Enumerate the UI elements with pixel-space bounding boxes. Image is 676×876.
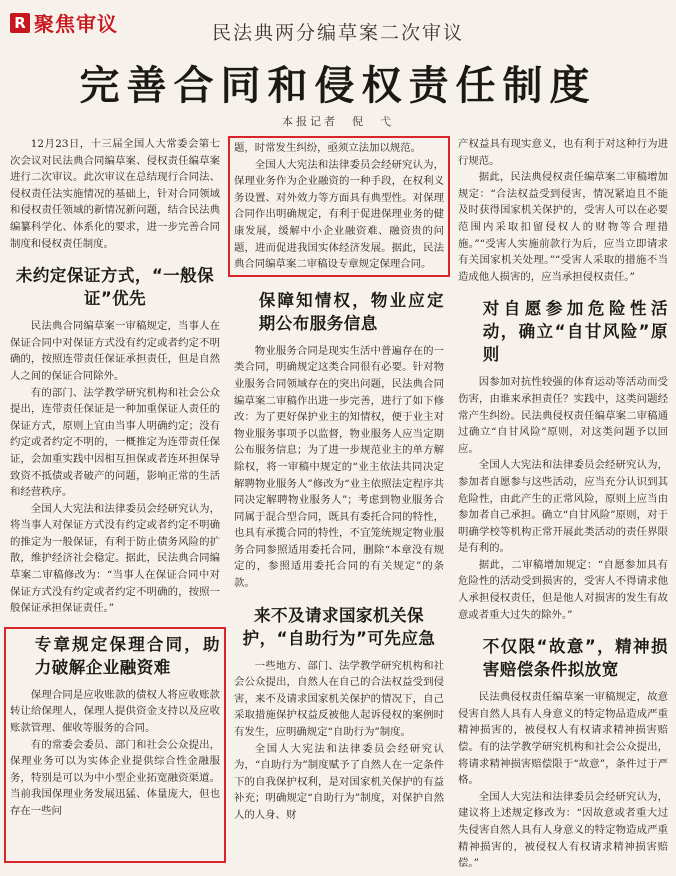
paragraph: 据此，二审稿增加规定：“自愿参加具有危险性的活动受到损害的，受害人不得请求他人承担侵权责任，但是他人对损害的发生有故意或者重大过失的除外。” [458, 558, 668, 621]
paragraph: 全国人大宪法和法律委员会经研究认为，“自助行为”制度赋予了自然人在一定条件下的自我保护权利，是对国家机关保护的有益补充；明确规定“自助行为”制度，对保护自然人的人身、财 [234, 742, 444, 821]
intro-paragraph: 12月23日，十三届全国人大常委会第七次会议对民法典合同编草案、侵权责任编草案进行二次审议。此次审议在总结现行合同法、侵权责任法实施情况的基础上，针对合同领域和侵权责任领域的新情况新问题，结合民法典编纂科学化、体系化的要求，进一步完善合同制度和侵权责任制度。 [10, 138, 220, 250]
paragraph: 物业服务合同是现实生活中普遍存在的一类合同，明确规定这类合同很有必要。针对物业服务合同领域存在的突出问题，民法典合同编草案二审稿作出进一步完善，进行了如下修改：为了更好保护业主的知情权，便于业主对物业服务事项予以监督，物业服务人应当定期公布服务信息；为了进一步规范业主的单方解除权，将一审稿中规定的“业主依法共同决定解聘物业服务人”修改为“业主依照法定程序共同决定解聘物业服务人”；考虑到物业服务合同属于混合型合同，既具有委托合同的特性，也具有承揽合同的特性，不宜笼统规定物业服务合同参照适用委托合同，删除“本章没有规定的，参照适用委托合同的有关规定”的条款。 [234, 344, 444, 590]
paragraph: 一些地方、部门、法学教学研究机构和社会公众提出，自然人在自己的合法权益受到侵害，来不及请求国家机关保护的情况下，自己采取措施保护权益反被他人起诉侵权的案例时有发生，应明确规定“自助行为”制度。 [234, 659, 444, 739]
section-name: 聚焦审议 [34, 12, 118, 36]
paragraph: 有的部门、法学教学研究机构和社会公众提出，连带责任保证是一种加重保证人责任的保证方式，原则上宜由当事人明确约定；没有约定或者约定不明的，一概推定为连带责任保证，会加重实践中因相互担保或者连环担保导致资不抵债或者破产的问题，影响正常的生活和经营秩序。 [10, 386, 220, 499]
paragraph: 全国人大宪法和法律委员会经研究认为，建议将上述规定修改为：“因故意或者重大过失侵害自然人具有人身意义的特定物造成严重精神损害的，被侵权人有权请求精神损害赔偿。” [458, 790, 668, 870]
highlight-box-factoring [4, 627, 226, 863]
paragraph: 全国人大宪法和法律委员会经研究认为，参加者自愿参与这些活动，应当充分认识到其危险性，由此产生的正常风险，原则上应当由参加者自己承担。确立“自甘风险”原则，对于明确学校等机构正常开展此类活动的责任界限是有利的。 [458, 459, 668, 555]
subheading-self-help: 来不及请求国家机关保护，“自助行为”可先应急 [242, 605, 436, 648]
headline: 完善合同和侵权责任制度 [79, 63, 597, 109]
logo-r-icon: R [10, 13, 30, 33]
paragraph: 全国人大宪法和法律委员会经研究认为，将当事人对保证方式没有约定或者约定不明确的推定为一般保证，有利于防止债务风险的扩散，维护经济社会稳定。据此，民法典合同编草案二审稿修改为：“当事人在保证合同中对保证方式没有约定或者约定不明确的，按照一般保证承担保证责任。” [10, 502, 220, 615]
paragraph: 据此，民法典侵权责任编草案二审稿增加规定：“合法权益受到侵害，情况紧迫且不能及时获得国家机关保护的，受害人可以在必要范围内采取扣留侵权人的财物等合理措施。”“受害人实施前款行为后，应当立即请求有关国家机关处理。”“受害人采取的措施不当造成他人损害的，应当承担侵权责任。” [458, 171, 668, 283]
subheading-factoring: 专章规定保理合同，助力破解企业融资难 [34, 634, 220, 677]
column-2 [234, 136, 444, 824]
paragraph: 因参加对抗性较强的体育运动等活动而受伤害，由谁来承担责任？实践中，这类问题经常产生纠纷。民法典侵权责任编草案二审稿通过确立“自甘风险”原则，对这类问题予以回应。 [458, 376, 668, 455]
subheading-guarantee: 未约定保证方式，“一般保证”优先 [15, 266, 215, 309]
column-3 [458, 136, 668, 872]
subheading-property: 保障知情权，物业应定期公布服务信息 [258, 290, 444, 333]
subheading-assumed-risk: 对自愿参加危险性活动，确立“自甘风险”原则 [482, 299, 668, 365]
paragraph: 题，时常发生纠纷，亟须立法加以规范。 [234, 142, 422, 154]
column-1 [10, 136, 220, 863]
paragraph: 有的常委会委员、部门和社会公众提出，保理业务可以为实体企业提供综合性金融服务，特别是可以为中小型企业拓宽融资渠道。当前我国保理业务发展迅猛、体量庞大，但也存在一些问 [10, 738, 220, 817]
kicker-title: 民法典两分编草案二次审议 [211, 22, 464, 44]
paragraph: 民法典侵权责任编草案一审稿规定，故意侵害自然人具有人身意义的特定物品造成严重精神损害的，被侵权人有权请求精神损害赔偿。有的法学教学研究机构和社会公众提出，将请求精神损害赔偿限于“故意”，条件过于严格。 [458, 691, 668, 787]
subheading-mental-damage: 不仅限“故意”，精神损害赔偿条件拟放宽 [482, 637, 668, 680]
paragraph: 民法典合同编草案一审稿规定，当事人在保证合同中对保证方式没有约定或者约定不明确的，按照连带责任保证承担责任，但是自然人之间的保证合同除外。 [10, 320, 220, 382]
byline: 本报记者 倪 弋 [282, 115, 394, 128]
highlight-box-factoring-cont [228, 136, 450, 277]
paragraph: 全国人大宪法和法律委员会经研究认为，保理业务作为企业融资的一种手段，在权利义务设置、对外效力等方面具有典型性。对保理合同作出明确规定，有利于促进保理业务的健康发展，缓解中小企业融资难、融资贵的问题，进而促进我国实体经济发展。据此，民法典合同编草案二审稿设专章规定保理合同。 [234, 158, 444, 271]
paragraph: 保理合同是应收账款的债权人将应收账款转让给保理人，保理人提供资金支持以及应收账款管理、催收等服务的合同。 [10, 688, 220, 735]
paragraph: 产权益具有现实意义，也有利于对这种行为进行规范。 [458, 138, 668, 167]
